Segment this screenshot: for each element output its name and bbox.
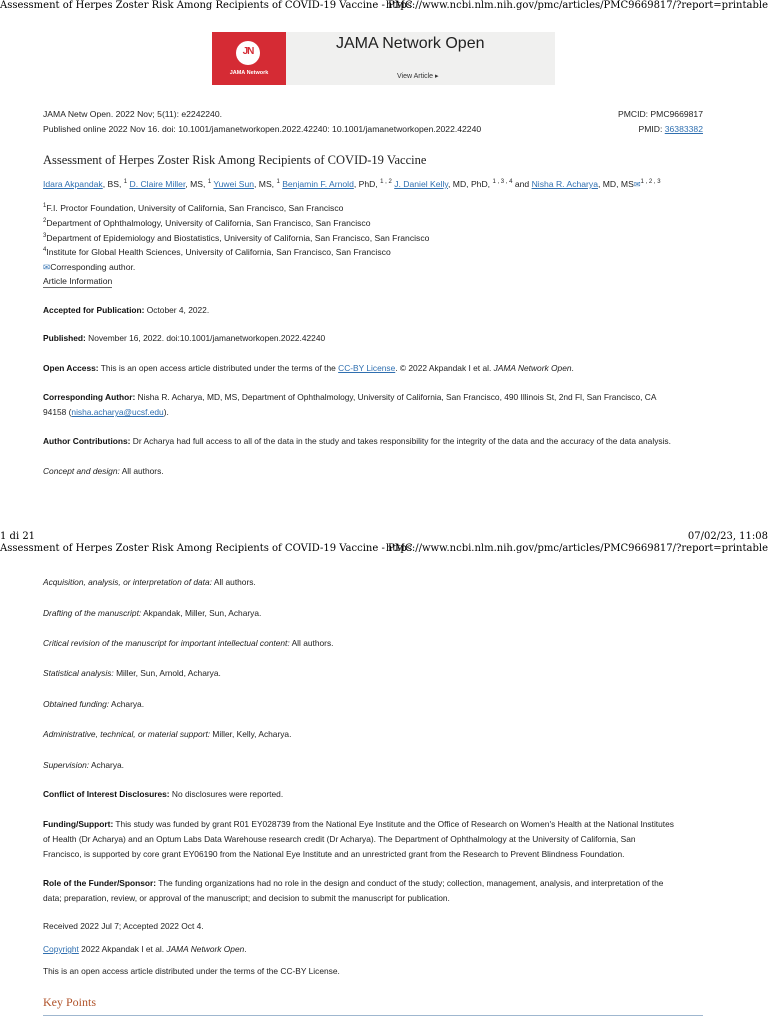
concept-and-design: Concept and design: All authors. — [43, 466, 164, 476]
affiliation: $^1$F.I. Proctor Foundation, University of California, San Francisco, San Francisco — [43, 203, 344, 213]
pmid-link[interactable]: 36383382 — [664, 124, 703, 134]
section-divider — [43, 1015, 703, 1016]
affiliation: $^3$Department of Epidemiology and Biostatistics, University of California, San Francisco, San Francisco — [43, 233, 430, 243]
jama-network-logo — [212, 32, 286, 85]
affiliation: $^2$Department of Ophthalmology, University of California, San Francisco, San Francisco — [43, 218, 371, 228]
open-access-statement: Open Access: This is an open access article distributed under the terms of the CC-BY License. © 2022 Akpandak I et al. JAMA Network Open. — [43, 363, 574, 373]
logo-text: JAMA Network — [229, 70, 269, 76]
copyright-link[interactable]: Copyright — [43, 944, 79, 954]
mail-icon[interactable]: ✉ — [633, 180, 641, 189]
author-link[interactable]: Nisha R. Acharya — [531, 179, 598, 189]
contribution-critical-revision: Critical revision of the manuscript for important intellectual content: All authors. — [43, 638, 334, 648]
print-header-url: https://www.ncbi.nlm.nih.gov/pmc/articles/PMC9669817/?report=printable — [385, 0, 768, 11]
published-online-line: Published online 2022 Nov 16. doi: 10.1001/jamanetworkopen.2022.42240: 10.1001/jamanetworkopen.2022.42240 — [43, 124, 482, 134]
license-note: This is an open access article distributed under the terms of the CC-BY License. — [43, 966, 340, 976]
contribution-drafting: Drafting of the manuscript: Akpandak, Miller, Sun, Acharya. — [43, 608, 262, 618]
author-contributions: Author Contributions: Dr Acharya had full access to all of the data in the study and takes responsibility for the integrity of the data and the accuracy of the data analysis. — [43, 436, 671, 446]
conflict-of-interest: Conflict of Interest Disclosures: No disclosures were reported. — [43, 789, 284, 799]
print-footer-page: 1 di 21 — [0, 531, 36, 542]
affiliation: $^4$Institute for Global Health Sciences, University of California, San Francisco, San Francisco — [43, 247, 391, 257]
journal-title: JAMA Network Open — [336, 35, 485, 52]
contribution-statistical-analysis: Statistical analysis: Miller, Sun, Arnold, Acharya. — [43, 668, 221, 678]
received-accepted: Received 2022 Jul 7; Accepted 2022 Oct 4. — [43, 921, 204, 931]
view-article-link[interactable]: View Article ▸ — [397, 73, 439, 80]
author-link[interactable]: J. Daniel Kelly — [394, 179, 449, 189]
contribution-acquisition: Acquisition, analysis, or interpretation of data: All authors. — [43, 577, 256, 587]
print-header-title: Assessment of Herpes Zoster Risk Among Recipients of COVID-19 Vaccine - PMC — [0, 0, 413, 11]
journal-banner[interactable] — [212, 32, 555, 85]
published-date: Published: November 16, 2022. doi:10.1001/jamanetworkopen.2022.42240 — [43, 333, 326, 343]
contribution-obtained-funding: Obtained funding: Acharya. — [43, 699, 145, 709]
article-information-toggle[interactable]: Article Information — [43, 276, 113, 286]
key-points-heading: Key Points — [43, 995, 97, 1009]
print-footer-datetime: 07/02/23, 11:08 — [687, 531, 768, 542]
mail-icon: ✉ — [43, 262, 51, 272]
email-link[interactable]: nisha.acharya@ucsf.edu — [71, 407, 164, 417]
citation-line: JAMA Netw Open. 2022 Nov; 5(11): e2242240. — [43, 109, 222, 119]
contribution-supervision: Supervision: Acharya. — [43, 760, 125, 770]
funder-role: Role of the Funder/Sponsor: The funding organizations had no role in the design and conduct of the study; collection, management, analysis, and interpretation of the data; preparation, review, or approval of the manuscript; and decision to submit the manuscript for publication. — [43, 878, 664, 903]
corresponding-author: Corresponding Author: Nisha R. Acharya, MD, MS, Department of Ophthalmology, University of California, San Francisco, 490 Illinois St, 2nd Fl, San Francisco, CA 94158 (nisha.acharya@ucsf.edu). — [43, 392, 657, 417]
corresponding-note: ✉Corresponding author. — [43, 262, 136, 272]
contribution-administrative: Administrative, technical, or material support: Miller, Kelly, Acharya. — [43, 729, 292, 739]
print-header-url: https://www.ncbi.nlm.nih.gov/pmc/articles/PMC9669817/?report=printable — [385, 543, 768, 554]
author-link[interactable]: Benjamin F. Arnold — [282, 179, 354, 189]
author-link[interactable]: Idara Akpandak — [43, 179, 103, 189]
cc-by-license-link[interactable]: CC-BY License — [338, 363, 396, 373]
pmid: PMID: 36383382 — [638, 124, 703, 134]
author-link[interactable]: D. Claire Miller — [129, 179, 186, 189]
logo-letters: JN — [242, 46, 254, 57]
pmcid: PMCID: PMC9669817 — [617, 109, 703, 119]
accepted-date: Accepted for Publication: October 4, 2022. — [43, 305, 210, 315]
article-title: Assessment of Herpes Zoster Risk Among Recipients of COVID-19 Vaccine — [43, 153, 427, 167]
copyright-line: Copyright 2022 Akpandak I et al. JAMA Network Open. — [43, 944, 247, 954]
funding-support: Funding/Support: This study was funded by grant R01 EY028739 from the National Eye Institute and the Office of Research on Women's Health at the National Institutes of Health (Dr Acharya) and an Optum Labs Data Warehouse research credit (Dr Acharya). The Department of Ophthalmology at the University of California, San Francisco, is supported by core grant EY06190 from the National Eye Institute and an unrestricted grant from the Research to Prevent Blindness Foundation. — [43, 819, 674, 859]
print-header-title: Assessment of Herpes Zoster Risk Among Recipients of COVID-19 Vaccine - PMC — [0, 543, 413, 554]
author-link[interactable]: Yuwei Sun — [213, 179, 255, 189]
author-list: Idara Akpandak, BS, $^1$ D. Claire Miller, MS, $^1$ Yuwei Sun, MS, $^1$ Benjamin F. Arnold, PhD, $^{1 , 2}$ J. Daniel Kelly, MD, PhD, $^{1 , 3 , 4}$ and Nisha R. Acharya, MD, MS✉$^{1 , 2 , 3}$ — [43, 179, 661, 189]
